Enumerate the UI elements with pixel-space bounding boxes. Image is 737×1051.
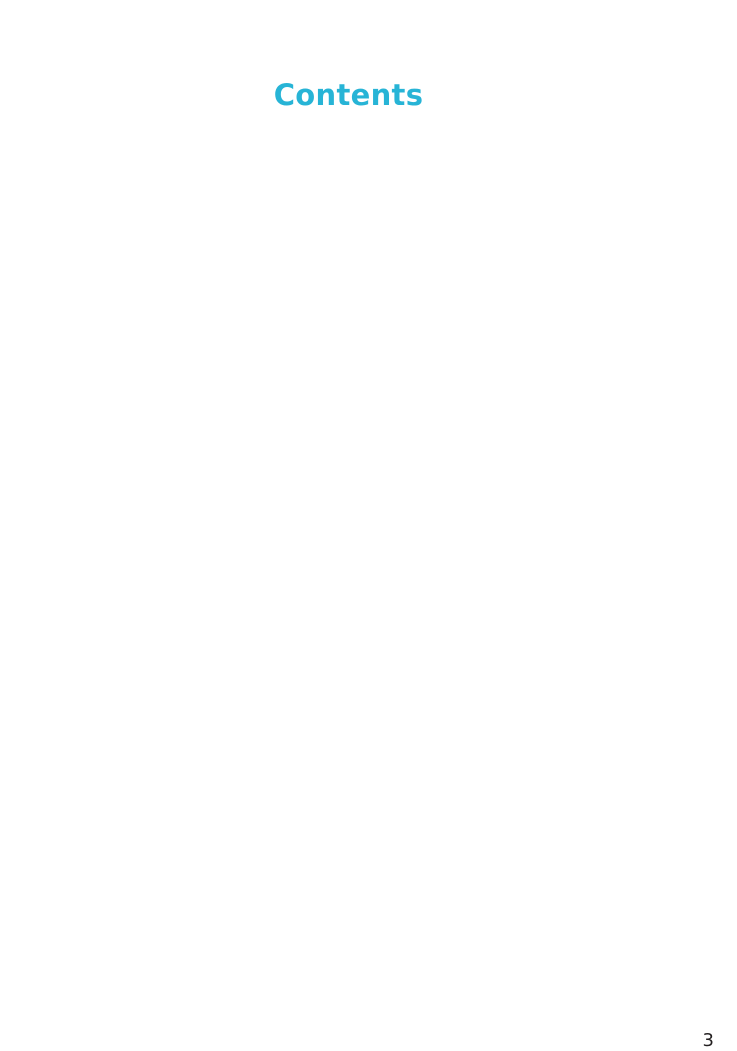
page-title: Contents	[273, 78, 424, 112]
page-number: 3	[702, 1030, 714, 1051]
